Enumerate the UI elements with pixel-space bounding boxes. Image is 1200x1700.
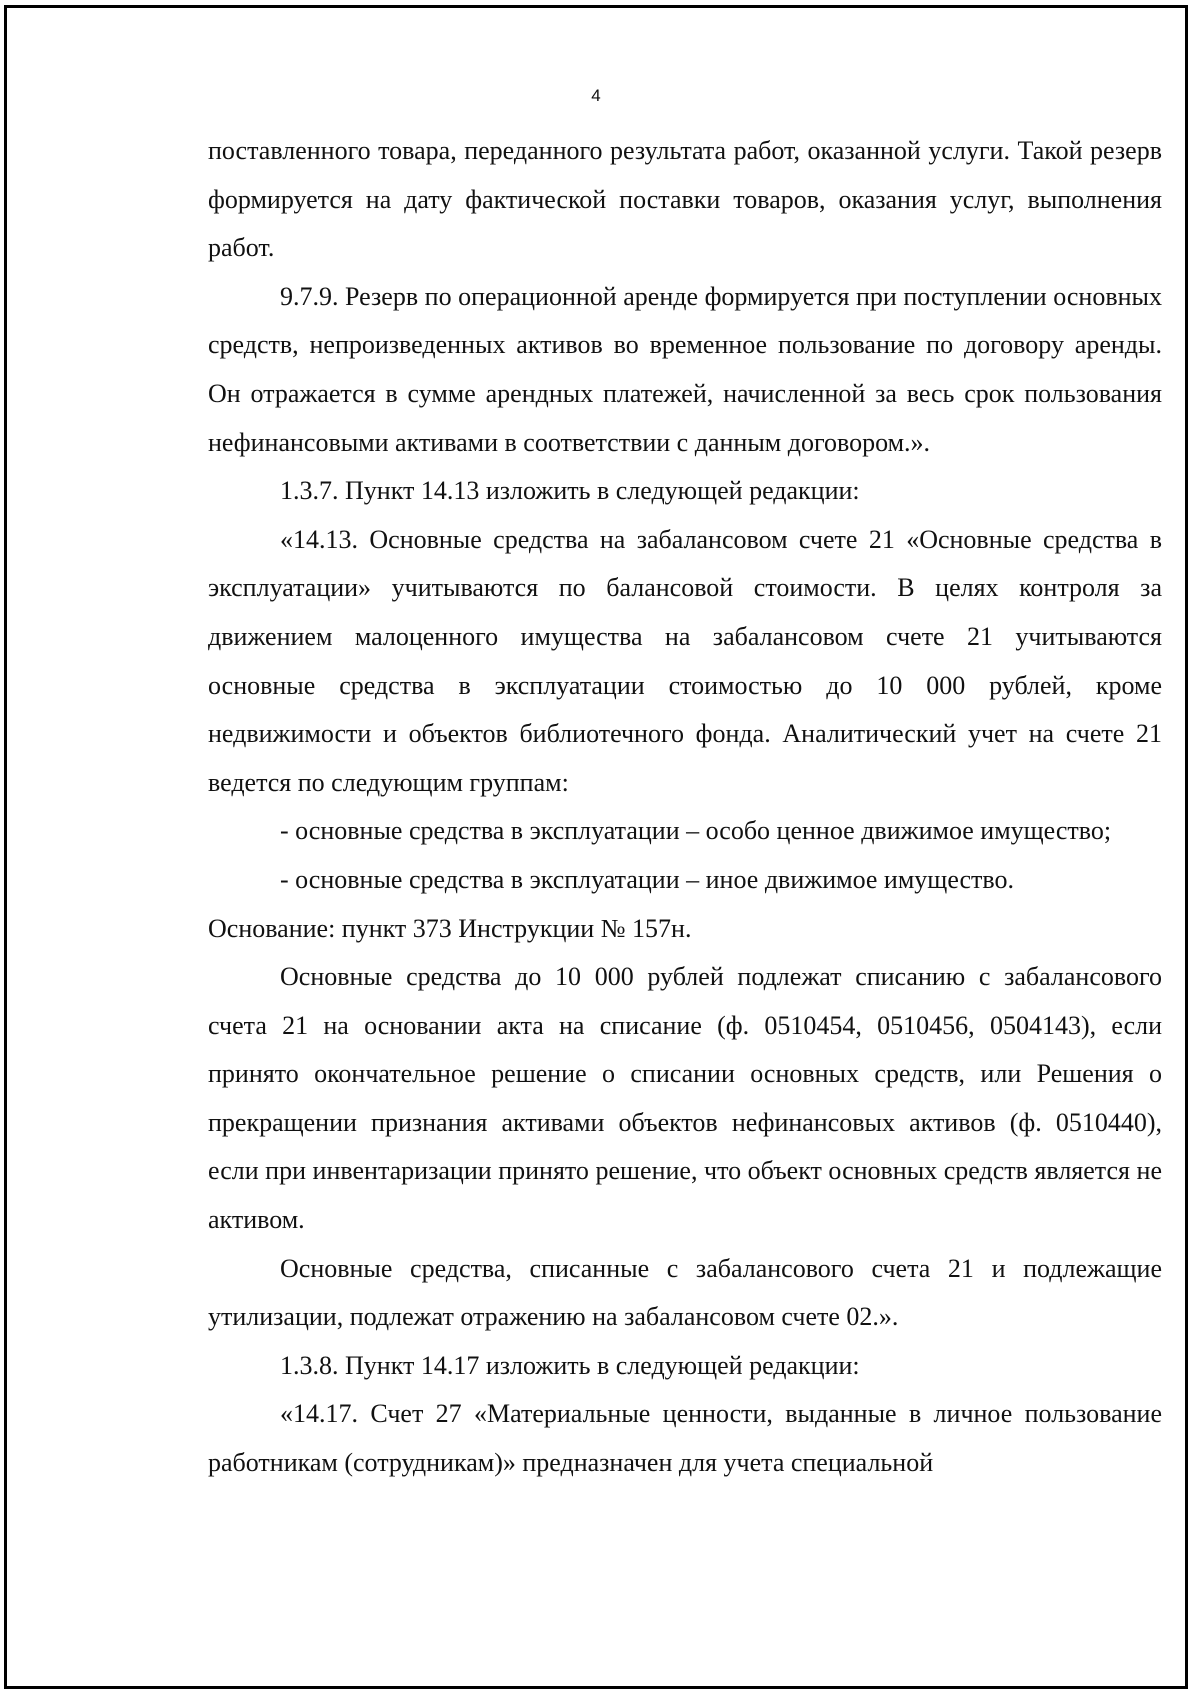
list-item: - основные средства в эксплуатации – иное движимое имущество. bbox=[280, 864, 1015, 894]
paragraph: 1.3.7. Пункт 14.13 изложить в следующей редакции: bbox=[280, 476, 860, 506]
paragraph: 9.7.9. Резерв по операционной аренде формируется при поступлении основных средств, непроизведенных активов во временное пользование по договору аренды. Он отражается в сумме арендных платежей, начисленной за весь срок пользования нефинансовыми активами в соответствии с данным договором.». bbox=[208, 281, 1162, 457]
document-body bbox=[208, 127, 1162, 1488]
paragraph: «14.17. Счет 27 «Материальные ценности, выданные в личное пользование работникам (сотрудникам)» предназначен для учета специальной bbox=[208, 1399, 1162, 1478]
paragraph: поставленного товара, переданного результата работ, оказанной услуги. Такой резерв формируется на дату фактической поставки товаров, оказания услуг, выполнения работ. bbox=[208, 136, 1162, 263]
page-number: 4 bbox=[591, 86, 601, 105]
document-page bbox=[4, 5, 1188, 1689]
list-item: - основные средства в эксплуатации – особо ценное движимое имущество; bbox=[280, 816, 1112, 846]
paragraph: Основание: пункт 373 Инструкции № 157н. bbox=[208, 913, 692, 943]
paragraph: 1.3.8. Пункт 14.17 изложить в следующей редакции: bbox=[280, 1350, 860, 1380]
paragraph: Основные средства до 10 000 рублей подлежат списанию с забалансового счета 21 на основании акта на списание (ф. 0510454, 0510456, 0504143), если принято окончательное решение о списании основных средств, или Решения о прекращении признания активами объектов нефинансовых активов (ф. 0510440), если при инвентаризации принято решение, что объект основных средств является не активом. bbox=[208, 962, 1162, 1235]
paragraph: «14.13. Основные средства на забалансовом счете 21 «Основные средства в эксплуатации» учитываются по балансовой стоимости. В целях контроля за движением малоценного имущества на забалансовом счете 21 учитываются основные средства в эксплуатации стоимостью до 10 000 рублей, кроме недвижимости и объектов библиотечного фонда. Аналитический учет на счете 21 ведется по следующим группам: bbox=[208, 524, 1162, 797]
paragraph: Основные средства, списанные с забалансового счета 21 и подлежащие утилизации, подлежат отражению на забалансовом счете 02.». bbox=[208, 1253, 1162, 1332]
